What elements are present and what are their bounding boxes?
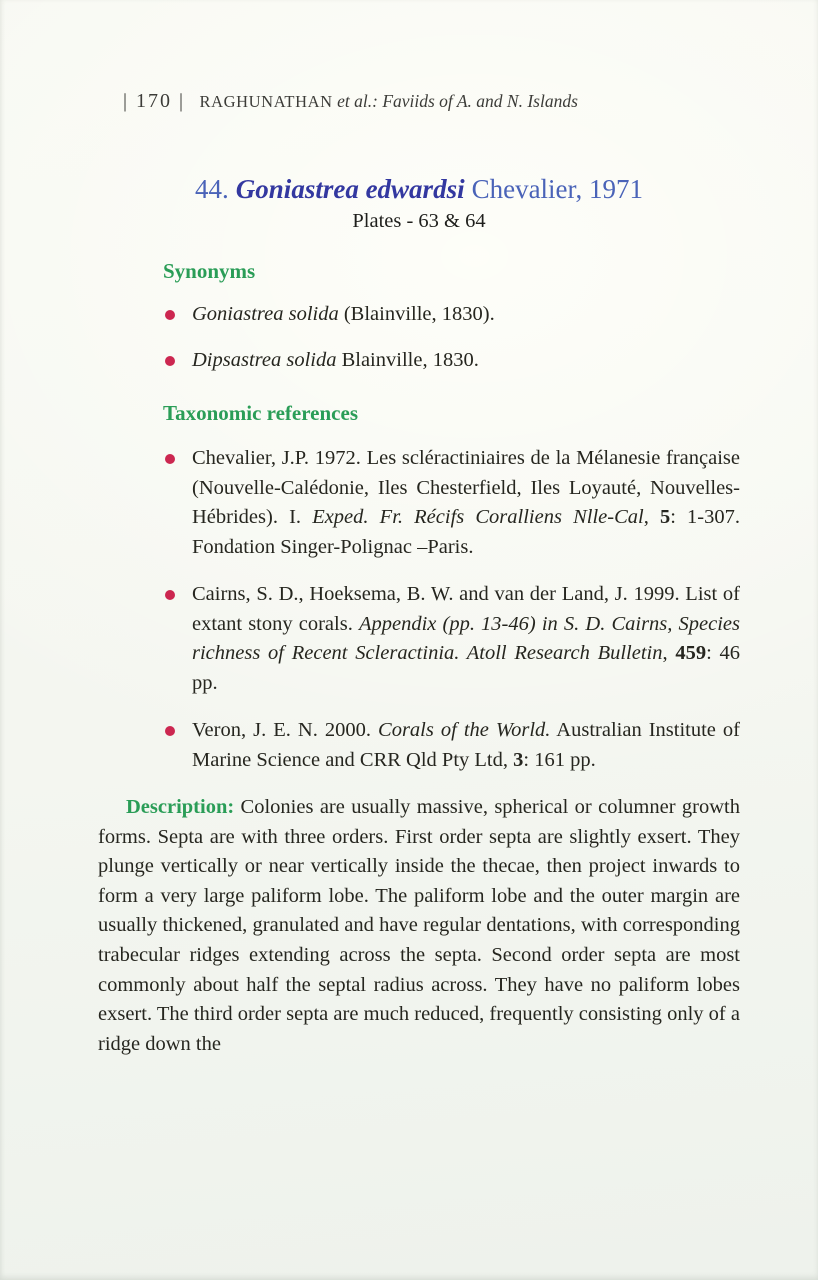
text-run: Description: [126,796,235,818]
running-header-author: RAGHUNATHAN [199,92,333,111]
running-header-citation: et al.: Faviids of A. and N. Islands [337,91,578,111]
text-run: Blainville, 1830. [336,348,479,371]
synonym-text [192,303,495,325]
bullet-icon [165,356,175,366]
synonym-item [98,300,740,330]
text-run: : 1-307. Fondation Singer-Polignac –Paris. [192,506,741,558]
reference-text [192,447,740,558]
species-name: Goniastrea edwardsi [235,174,465,204]
text-run: : 161 pp. [523,748,596,771]
text-run: Goniastrea solida [192,303,339,325]
taxonomic-references-list [98,444,740,775]
running-header [123,90,740,113]
text-run: , [643,506,660,528]
reference-item [98,580,740,698]
bullet-icon [165,454,175,464]
reference-text [192,719,740,771]
reference-text [192,583,740,694]
text-run: 5 [659,506,671,528]
text-run: Colonies are usually massive, spherical or columner growth forms. Septa are with three orders. First order septa are slightly exsert. They plunge vertically or near vertically inside the thecae, then project inwards to form a very large paliform lobe. The paliform lobe and the outer margin are usually thickened, granulated and have regular dentations, with corresponding trabecular ridges extending across the septa. Second order septa are most commonly about half the septal radius across. They have no paliform lobes exsert. The third order septa are much reduced, frequently consisting only of a ridge down the [98,796,740,1055]
bullet-icon [165,726,175,736]
plates-reference: Plates - 63 & 64 [352,210,486,232]
text-run: Veron, J. E. N. 2000. [192,719,379,741]
text-run: Exped. Fr. Récifs Coralliens Nlle-Cal [312,506,644,528]
text-run: Cairns, S. D., Hoeksema, B. W. and van der Land, J. 1999. List of extant stony corals. [192,583,740,635]
synonyms-heading: Synonyms [163,259,256,283]
reference-item [98,444,740,562]
taxonomic-references-heading: Taxonomic references [163,401,358,425]
synonym-text [192,349,479,371]
text-run: (Blainville, 1830). [338,303,495,325]
species-authority: Chevalier, 1971 [471,174,643,204]
bullet-icon [165,590,175,600]
text-run: : 46 pp. [192,642,741,694]
text-run: Corals of the World. [378,719,551,741]
species-title-block [98,173,740,233]
text-run: , [662,642,676,664]
text-run: 3 [513,748,524,771]
page-number: | 170 | [123,90,186,112]
bullet-icon [165,310,175,320]
description-paragraph [98,793,740,1059]
synonyms-list [98,300,740,375]
text-run: Appendix (pp. 13-46) in S. D. Cairns, Species richness of Recent Scleractinia. Atoll Research Bulletin [192,612,740,664]
text-run: Dipsastrea solida [192,348,337,371]
species-title [98,173,740,205]
species-number: 44. [195,174,229,204]
reference-item [98,716,740,775]
text-run: Chevalier, J.P. 1972. Les scléractiniaires de la Mélanesie française (Nouvelle-Calédonie, Iles Chesterfield, Iles Loyauté, Nouvelles-Hébrides). I. [192,447,740,528]
synonym-item [98,346,740,376]
text-run: Australian Institute of Marine Science and CRR Qld Pty Ltd, [192,719,741,771]
text-run: 459 [675,642,707,664]
